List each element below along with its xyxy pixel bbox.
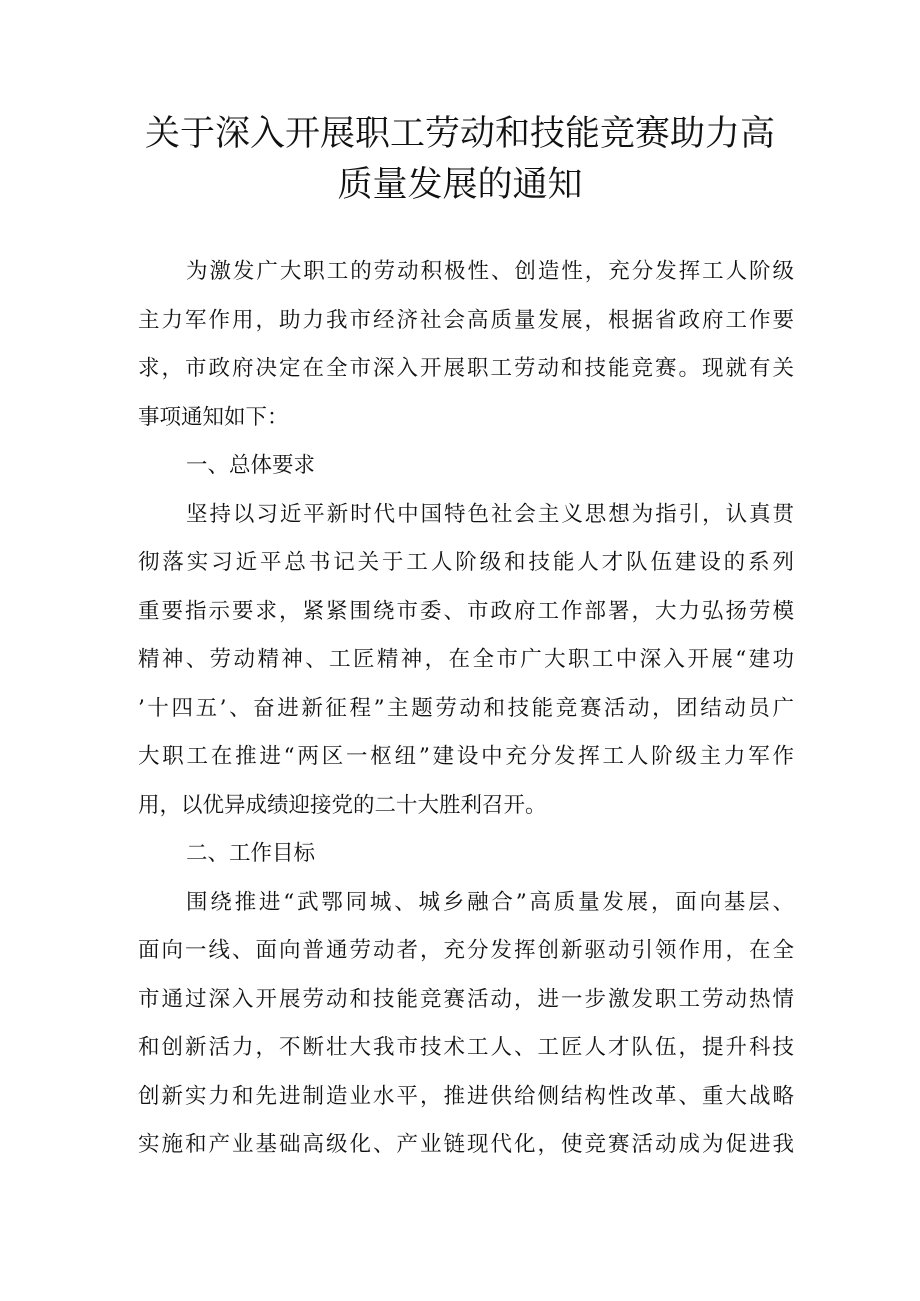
section-heading-2: 二、工作目标	[186, 841, 316, 866]
body-line: 为激发广大职工的劳动积极性、创造性，充分发挥工人阶级	[186, 259, 794, 284]
section-heading-1: 一、总体要求	[186, 453, 316, 478]
body-line: 大职工在推进“两区一枢纽”建设中充分发挥工人阶级主力军作	[138, 744, 794, 769]
document-body	[138, 248, 794, 1170]
body-line: 精神、劳动精神、工匠精神，在全市广大职工中深入开展“建功	[138, 647, 794, 672]
body-line: 面向一线、面向普通劳动者，充分发挥创新驱动引领作用，在全	[138, 938, 794, 963]
body-line: 用，以优异成绩迎接党的二十大胜利召开。	[138, 792, 547, 818]
body-line: 事项通知如下：	[138, 404, 289, 430]
body-line: 实施和产业基础高级化、产业链现代化，使竞赛活动成为促进我	[138, 1132, 794, 1157]
body-line: 求，市政府决定在全市深入开展职工劳动和技能竞赛。现就有关	[138, 356, 794, 381]
body-line: ’十四五’、奋进新征程”主题劳动和技能竞赛活动，团结动员广	[138, 695, 794, 721]
body-line: 彻落实习近平总书记关于工人阶级和技能人才队伍建设的系列	[138, 550, 794, 575]
document-title-line-1: 关于深入开展职工劳动和技能竞赛助力高	[144, 114, 775, 154]
body-line: 重要指示要求，紧紧围绕市委、市政府工作部署，大力弘扬劳模	[138, 598, 794, 624]
body-line: 创新实力和先进制造业水平，推进供给侧结构性改革、重大战略	[138, 1083, 794, 1109]
document-title-line-2: 质量发展的通知	[337, 165, 583, 205]
body-line: 市通过深入开展劳动和技能竞赛活动，进一步激发职工劳动热情	[138, 986, 794, 1012]
body-line: 和创新活力，不断壮大我市技术工人、工匠人才队伍，提升科技	[138, 1035, 794, 1060]
body-line: 围绕推进“武鄂同城、城乡融合”高质量发展，面向基层、	[186, 889, 794, 915]
body-line: 坚持以习近平新时代中国特色社会主义思想为指引，认真贯	[186, 501, 794, 527]
body-line: 主力军作用，助力我市经济社会高质量发展，根据省政府工作要	[138, 307, 794, 333]
